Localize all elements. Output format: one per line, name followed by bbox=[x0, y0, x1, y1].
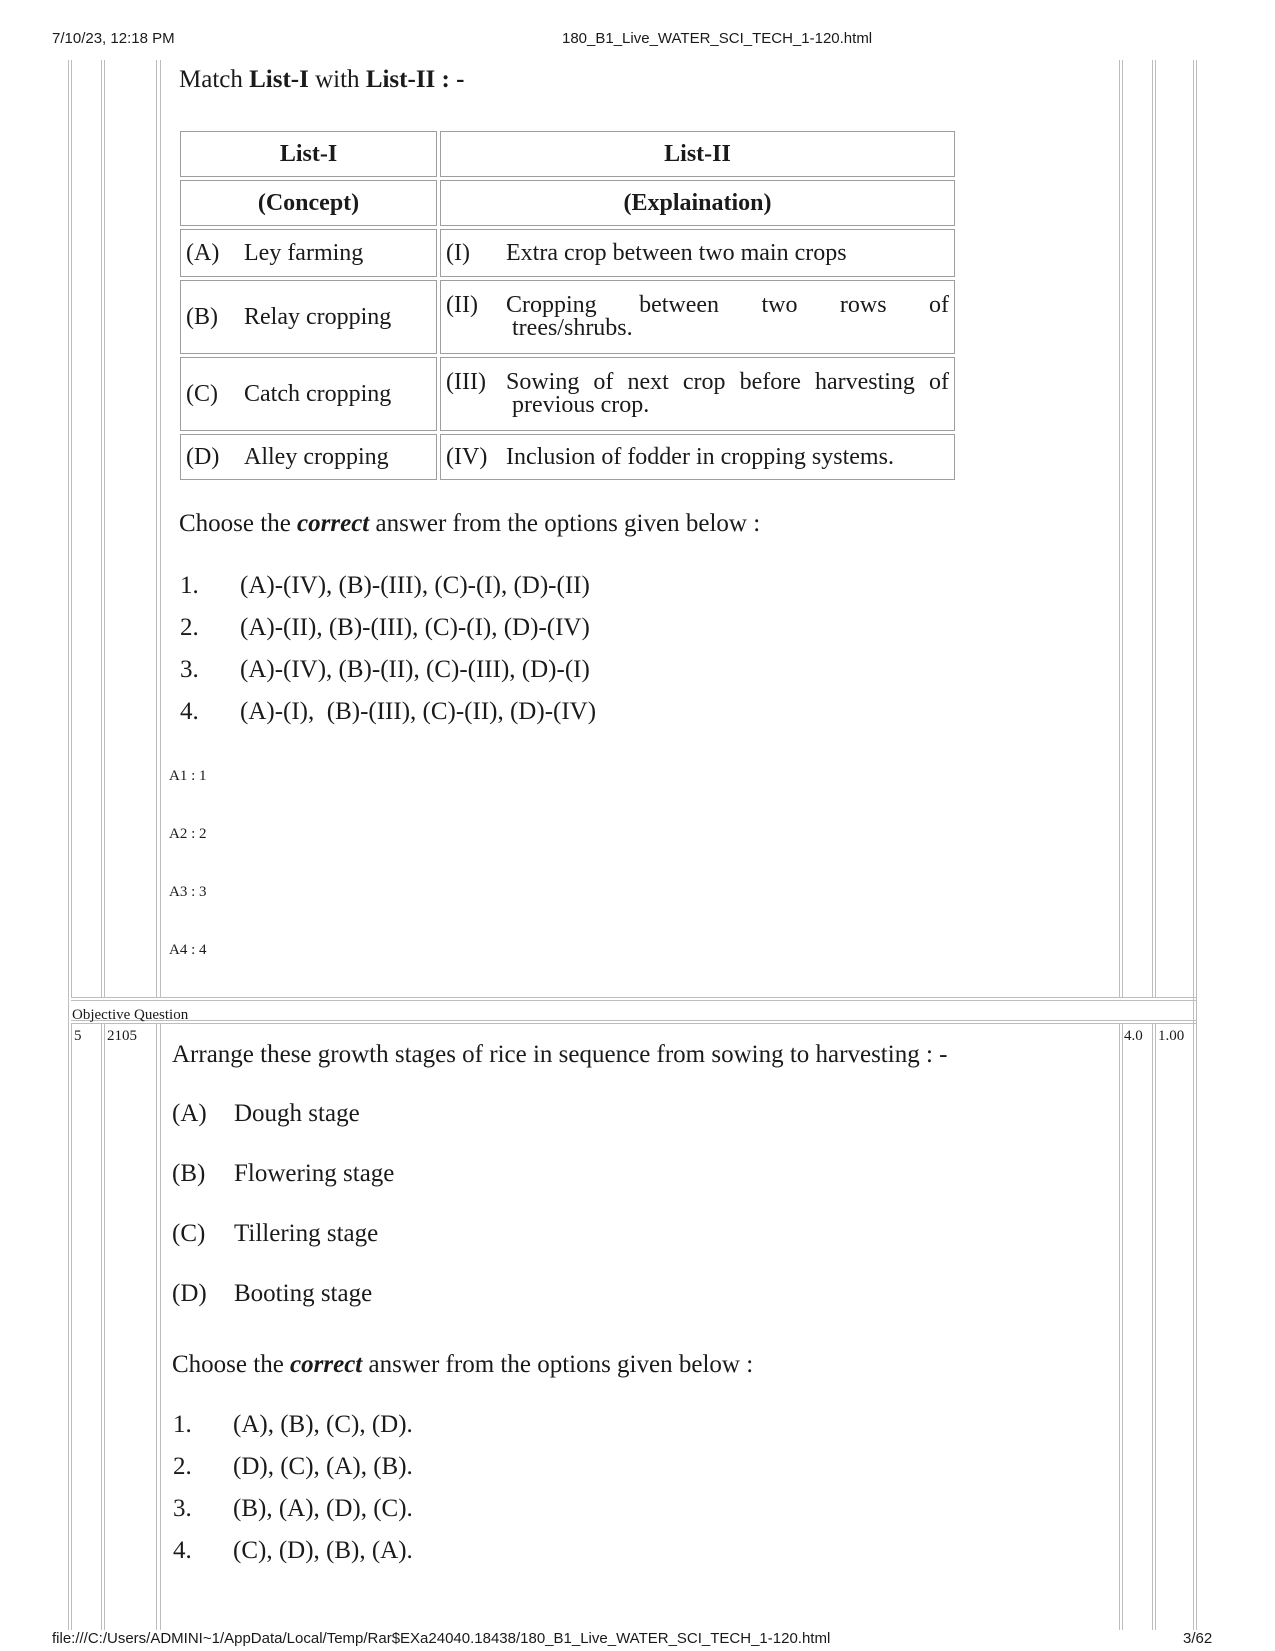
table-rule bbox=[101, 60, 102, 997]
table-rule bbox=[1152, 1023, 1153, 1630]
table-rule bbox=[71, 1000, 1196, 1001]
table-rule bbox=[156, 1023, 157, 1630]
print-page-number: 3/62 bbox=[1183, 1630, 1213, 1647]
option-item: 4. (C), (D), (B), (A). bbox=[173, 1537, 413, 1564]
table-rule bbox=[104, 1023, 105, 1630]
list-1-item: (B) Relay cropping bbox=[180, 280, 437, 354]
match-table bbox=[177, 128, 958, 483]
question-marks: 4.0 bbox=[1124, 1028, 1143, 1044]
question-4-options bbox=[180, 565, 596, 733]
list-2-header: List-II bbox=[440, 131, 955, 177]
answer-key-1: A1 : 1 bbox=[169, 768, 207, 784]
table-rule bbox=[1119, 1023, 1120, 1630]
question-negative-marks: 1.00 bbox=[1158, 1028, 1185, 1044]
table-rule bbox=[71, 1020, 1196, 1021]
table-rule bbox=[104, 60, 105, 997]
table-rule bbox=[1193, 60, 1194, 1630]
question-serial: 5 bbox=[74, 1028, 82, 1044]
table-rule bbox=[101, 1023, 102, 1630]
stage-item: (B) Flowering stage bbox=[172, 1160, 395, 1187]
choose-instruction: Choose the correct answer from the options given below : bbox=[179, 510, 761, 537]
list-1-item: (D) Alley cropping bbox=[180, 434, 437, 480]
option-item: 3. (B), (A), (D), (C). bbox=[173, 1495, 413, 1522]
stage-item: (D) Booting stage bbox=[172, 1280, 373, 1307]
list-2-item: (II) Cropping between two rows of trees/shrubs. bbox=[440, 280, 955, 354]
table-rule bbox=[71, 997, 1196, 998]
list-2-item: (III) Sowing of next crop before harvesting of previous crop. bbox=[440, 357, 955, 431]
list-1-item: (A) Ley farming bbox=[180, 229, 437, 277]
option-item: 3. (A)-(IV), (B)-(II), (C)-(III), (D)-(I) bbox=[180, 656, 590, 683]
table-rule bbox=[1155, 1023, 1156, 1630]
answer-key-2: A2 : 2 bbox=[169, 826, 207, 842]
question-4-title: Match List-I with List-II : - bbox=[179, 66, 465, 93]
option-item: 2. (D), (C), (A), (B). bbox=[173, 1453, 413, 1480]
table-rule bbox=[71, 60, 72, 997]
table-rule bbox=[1196, 60, 1197, 1630]
list-1-header: List-I bbox=[180, 131, 437, 177]
option-item: 2. (A)-(II), (B)-(III), (C)-(I), (D)-(IV) bbox=[180, 614, 590, 641]
table-rule bbox=[1155, 60, 1156, 997]
list-2-item: (I) Extra crop between two main crops bbox=[440, 229, 955, 277]
table-rule bbox=[1152, 60, 1153, 997]
table-rule bbox=[68, 60, 69, 1630]
answer-key-3: A3 : 3 bbox=[169, 884, 207, 900]
table-rule bbox=[1122, 1023, 1123, 1630]
option-item: 4. (A)-(I), (B)-(III), (C)-(II), (D)-(IV) bbox=[180, 698, 597, 725]
table-rule bbox=[1119, 60, 1120, 997]
question-id: 2105 bbox=[107, 1028, 137, 1044]
table-rule bbox=[71, 1023, 72, 1630]
question-5-title: Arrange these growth stages of rice in sequence from sowing to harvesting : - bbox=[172, 1041, 948, 1068]
concept-header: (Concept) bbox=[180, 180, 437, 226]
explanation-header: (Explaination) bbox=[440, 180, 955, 226]
choose-instruction: Choose the correct answer from the options given below : bbox=[172, 1351, 754, 1378]
table-rule bbox=[1122, 60, 1123, 997]
stage-item: (A) Dough stage bbox=[172, 1100, 360, 1127]
table-rule bbox=[156, 60, 157, 997]
print-datetime: 7/10/23, 12:18 PM bbox=[52, 30, 175, 47]
table-rule bbox=[71, 1023, 1196, 1024]
stage-item: (C) Tillering stage bbox=[172, 1220, 379, 1247]
question-5-options bbox=[173, 1404, 413, 1572]
option-item: 1. (A), (B), (C), (D). bbox=[173, 1411, 413, 1438]
table-rule bbox=[160, 60, 161, 997]
table-rule bbox=[160, 1023, 161, 1630]
option-item: 1. (A)-(IV), (B)-(III), (C)-(I), (D)-(II) bbox=[180, 572, 590, 599]
list-2-item: (IV) Inclusion of fodder in cropping systems. bbox=[440, 434, 955, 480]
print-file-path: file:///C:/Users/ADMINI~1/AppData/Local/Temp/Rar$EXa24040.18438/180_B1_Live_WATER_SCI_TECH_1-120.html bbox=[52, 1630, 831, 1647]
print-doc-title: 180_B1_Live_WATER_SCI_TECH_1-120.html bbox=[562, 30, 873, 47]
list-1-item: (C) Catch cropping bbox=[180, 357, 437, 431]
question-type-label: Objective Question bbox=[72, 1007, 189, 1023]
answer-key-4: A4 : 4 bbox=[169, 942, 207, 958]
